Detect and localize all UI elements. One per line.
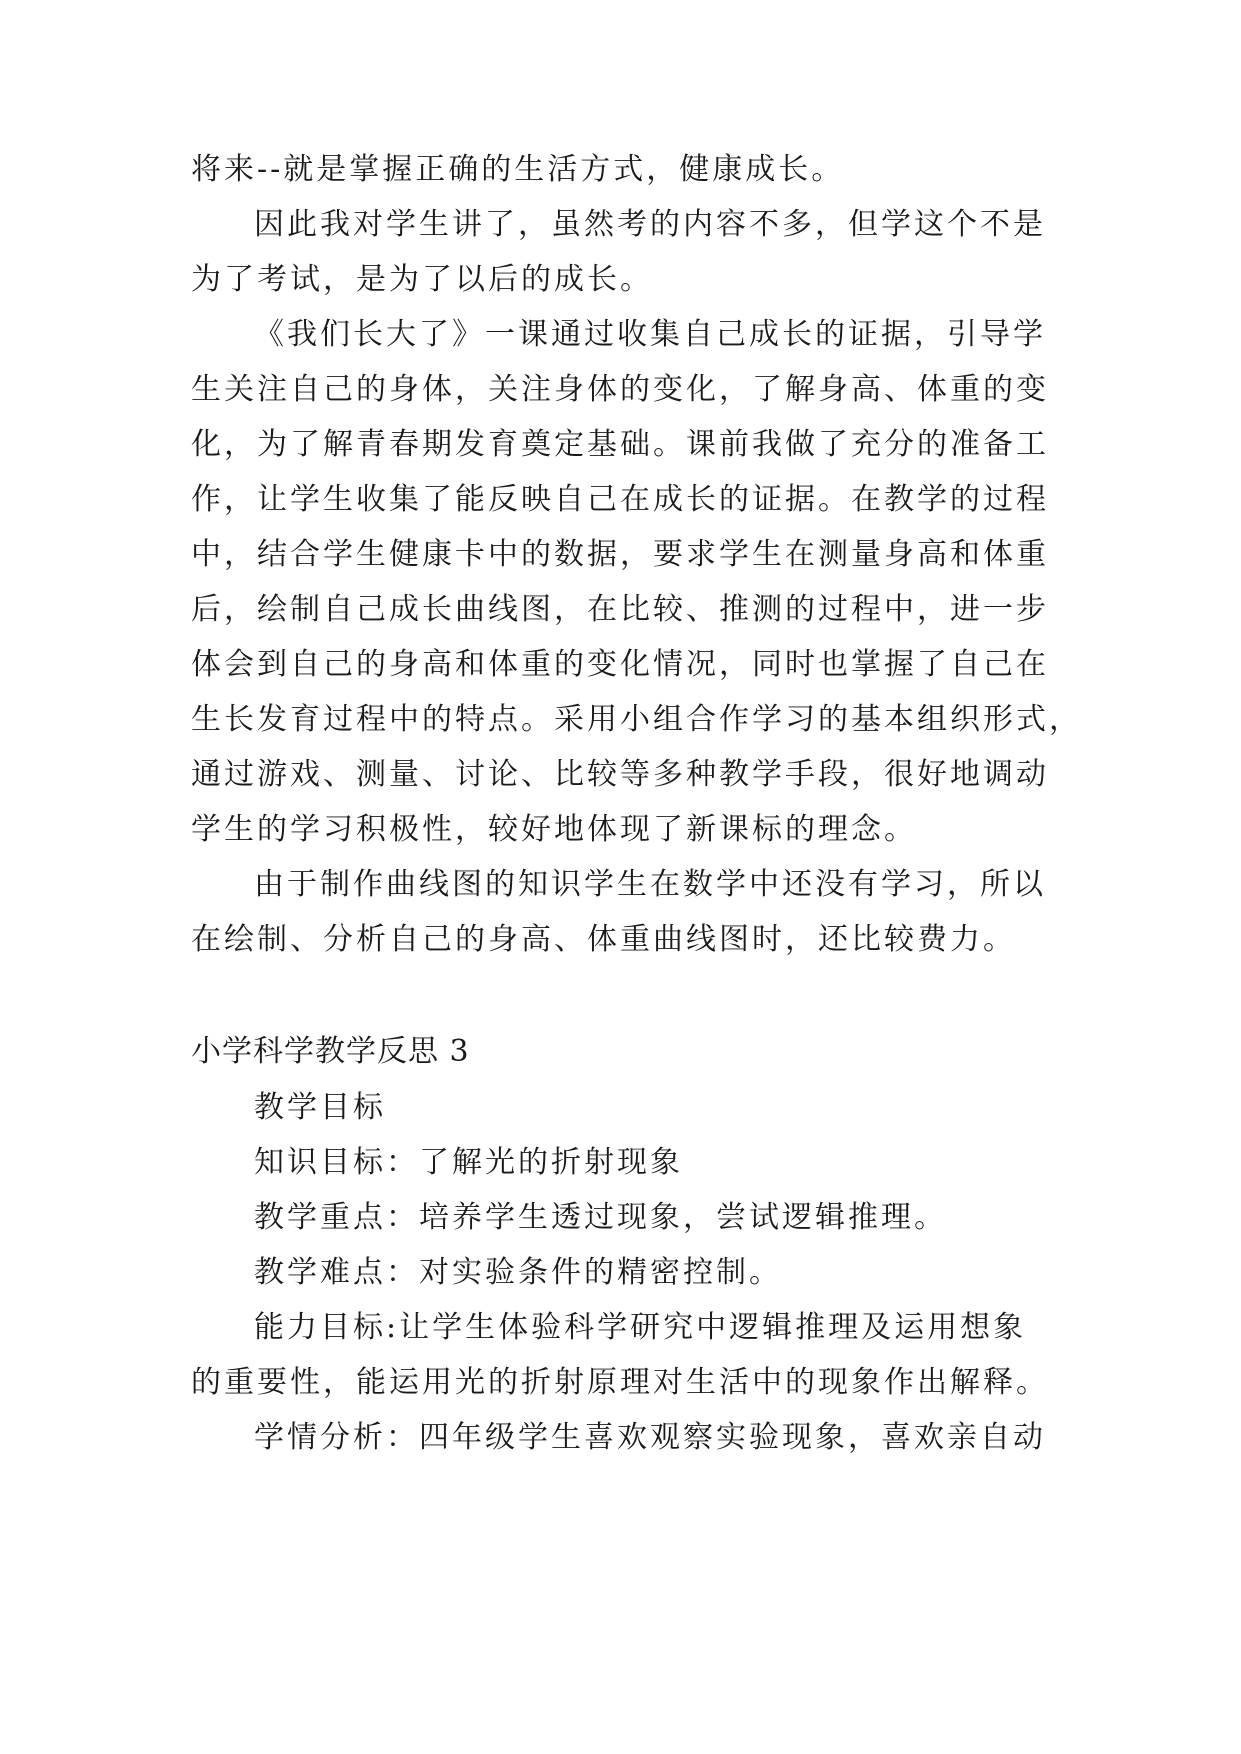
paragraph-3-line-9: 通过游戏、测量、讨论、比较等多种教学手段，很好地调动 xyxy=(191,757,1049,792)
knowledge-goal: 知识目标：了解光的折射现象 xyxy=(254,1145,683,1180)
section-title: 小学科学教学反思 3 xyxy=(191,1034,470,1069)
paragraph-3-line-10: 学生的学习积极性，较好地体现了新课标的理念。 xyxy=(191,812,917,847)
paragraph-2-line-1: 因此我对学生讲了，虽然考的内容不多，但学这个不是 xyxy=(254,207,1046,242)
paragraph-3-line-1: 《我们长大了》一课通过收集自己成长的证据，引导学 xyxy=(254,317,1046,352)
paragraph-4-line-1: 由于制作曲线图的知识学生在数学中还没有学习，所以 xyxy=(254,867,1046,902)
paragraph-3-line-6: 后，绘制自己成长曲线图，在比较、推测的过程中，进一步 xyxy=(191,592,1049,627)
ability-goal-line-1: 能力目标:让学生体验科学研究中逻辑推理及运用想象 xyxy=(254,1310,1027,1345)
paragraph-3-line-8: 生长发育过程中的特点。采用小组合作学习的基本组织形式， xyxy=(191,702,1082,737)
analysis-line-1: 学情分析：四年级学生喜欢观察实验现象，喜欢亲自动 xyxy=(254,1420,1046,1455)
paragraph-3-line-3: 化，为了解青春期发育奠定基础。课前我做了充分的准备工 xyxy=(191,427,1049,462)
paragraph-3-line-4: 作，让学生收集了能反映自己在成长的证据。在教学的过程 xyxy=(191,482,1049,517)
ability-goal-line-2: 的重要性，能运用光的折射原理对生活中的现象作出解释。 xyxy=(191,1365,1049,1400)
paragraph-2-line-2: 为了考试，是为了以后的成长。 xyxy=(191,262,653,297)
paragraph-1-line-1: 将来--就是掌握正确的生活方式，健康成长。 xyxy=(191,152,845,187)
key-point: 教学重点：培养学生透过现象，尝试逻辑推理。 xyxy=(254,1200,947,1235)
paragraph-4-line-2: 在绘制、分析自己的身高、体重曲线图时，还比较费力。 xyxy=(191,922,1016,957)
paragraph-3-line-5: 中，结合学生健康卡中的数据，要求学生在测量身高和体重 xyxy=(191,537,1049,572)
difficulty: 教学难点：对实验条件的精密控制。 xyxy=(254,1255,782,1290)
goals-heading: 教学目标 xyxy=(254,1090,386,1125)
paragraph-3-line-7: 体会到自己的身高和体重的变化情况，同时也掌握了自己在 xyxy=(191,647,1049,682)
paragraph-3-line-2: 生关注自己的身体，关注身体的变化，了解身高、体重的变 xyxy=(191,372,1049,407)
